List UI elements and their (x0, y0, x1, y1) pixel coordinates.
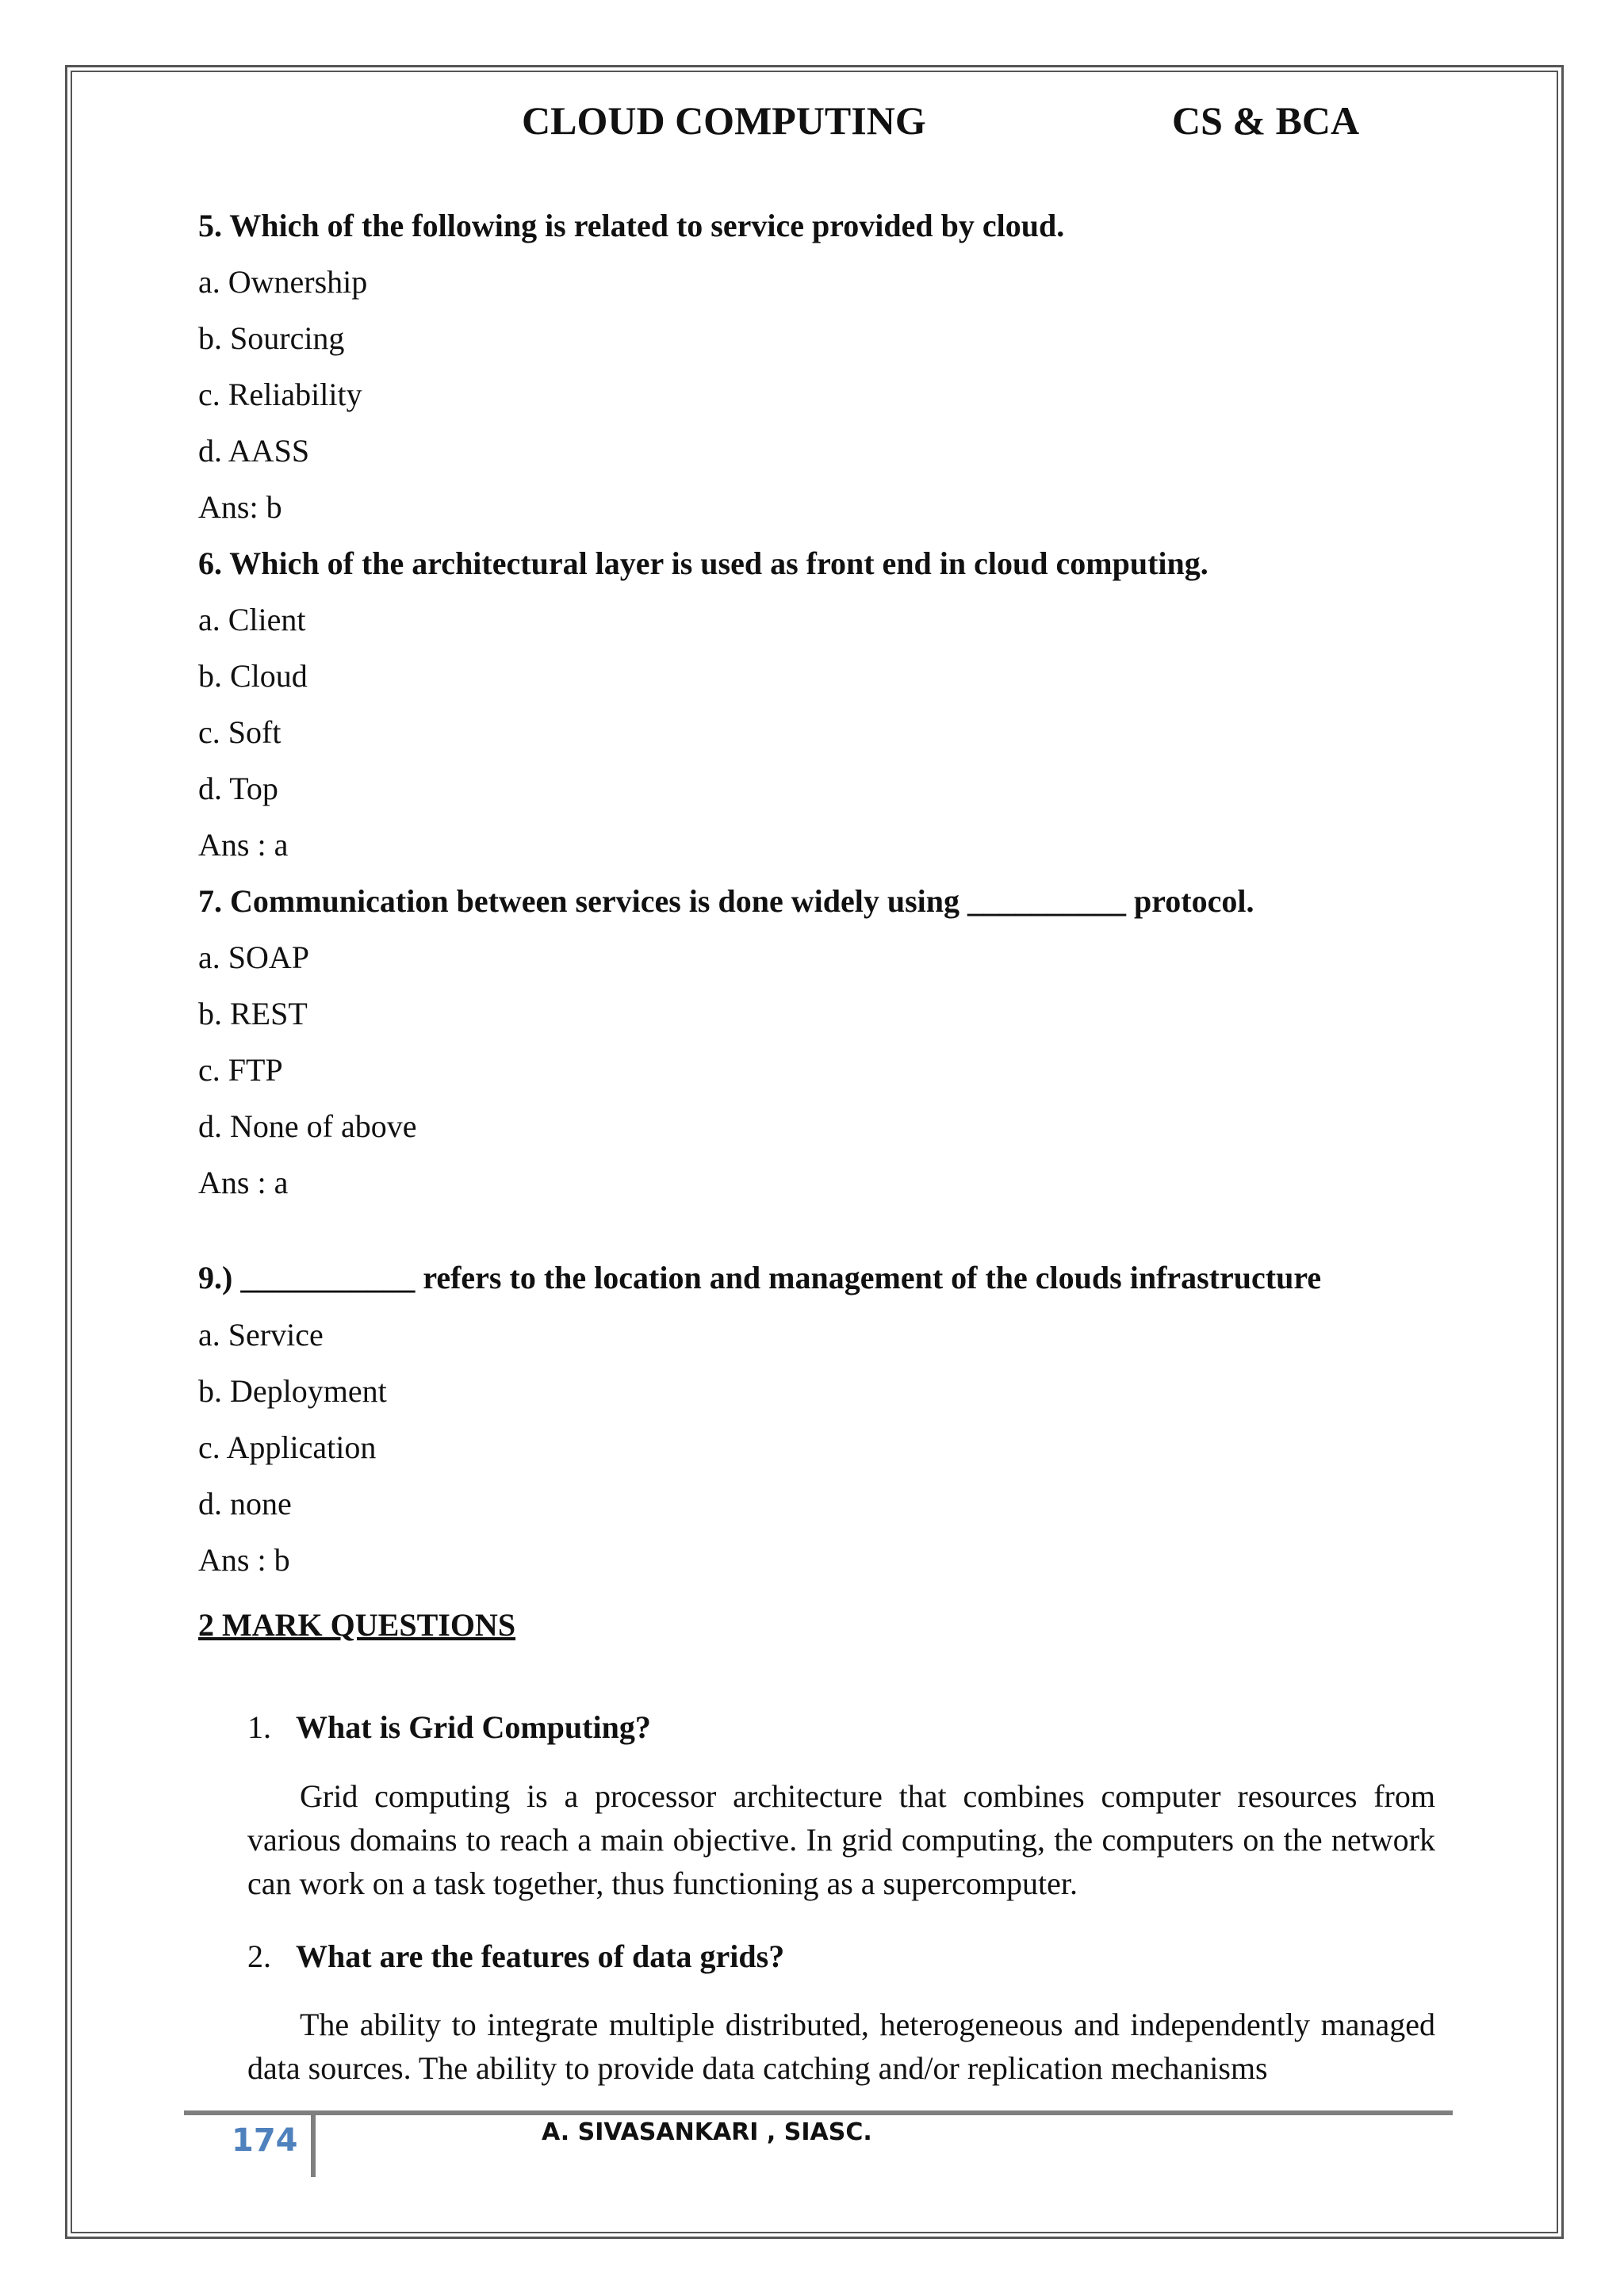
option: c. Application (198, 1429, 377, 1465)
option: a. Client (198, 602, 306, 637)
option: b. Sourcing (198, 320, 345, 356)
option: d. Top (198, 771, 278, 806)
option: c. Reliability (198, 377, 362, 412)
option: a. SOAP (198, 939, 310, 975)
section-heading: 2 MARK QUESTIONS (198, 1607, 516, 1643)
footer-author: A. SIVASANKARI , SIASC. (542, 2118, 872, 2146)
answer: Ans : b (198, 1542, 290, 1578)
option: c. Soft (198, 714, 282, 750)
header-title: CLOUD COMPUTING (522, 98, 926, 143)
footer-divider (311, 2115, 316, 2177)
option: a. Ownership (198, 264, 368, 300)
mark-answer: Grid computing is a processor architecture that combines computer resources from various domains to reach a main objective. In grid computing, the computers on the network can work on a task together, thus functioning as a supercomputer. (247, 1778, 1435, 1901)
option: d. None of above (198, 1108, 417, 1144)
answer: Ans: b (198, 489, 282, 525)
mark-question-number: 2. (247, 1938, 271, 1974)
option: b. Deployment (198, 1373, 387, 1409)
option: a. Service (198, 1317, 324, 1353)
mark-question-number: 1. (247, 1709, 271, 1745)
mark-answer: The ability to integrate multiple distributed, heterogeneous and independently managed data sources. The ability to provide data catching and/or replication mechanisms (247, 2007, 1435, 2086)
option: b. REST (198, 996, 308, 1031)
option: c. FTP (198, 1052, 283, 1088)
option: d. none (198, 1486, 292, 1521)
answer: Ans : a (198, 827, 289, 863)
question-5: 5. Which of the following is related to service provided by cloud. (198, 208, 1065, 243)
page-number: 174 (232, 2122, 298, 2159)
header-dept: CS & BCA (1172, 98, 1360, 143)
option: b. Cloud (198, 658, 308, 694)
question-9: 9.) ___________ refers to the location and management of the clouds infrastructure (198, 1260, 1322, 1295)
mark-question: What is Grid Computing? (296, 1709, 651, 1745)
footer-rule (184, 2110, 1453, 2115)
mark-question: What are the features of data grids? (296, 1938, 785, 1974)
option: d. AASS (198, 433, 310, 469)
answer: Ans : a (198, 1165, 289, 1200)
question-7: 7. Communication between services is done widely using __________ protocol. (198, 883, 1254, 919)
question-6: 6. Which of the architectural layer is used as front end in cloud computing. (198, 545, 1208, 581)
